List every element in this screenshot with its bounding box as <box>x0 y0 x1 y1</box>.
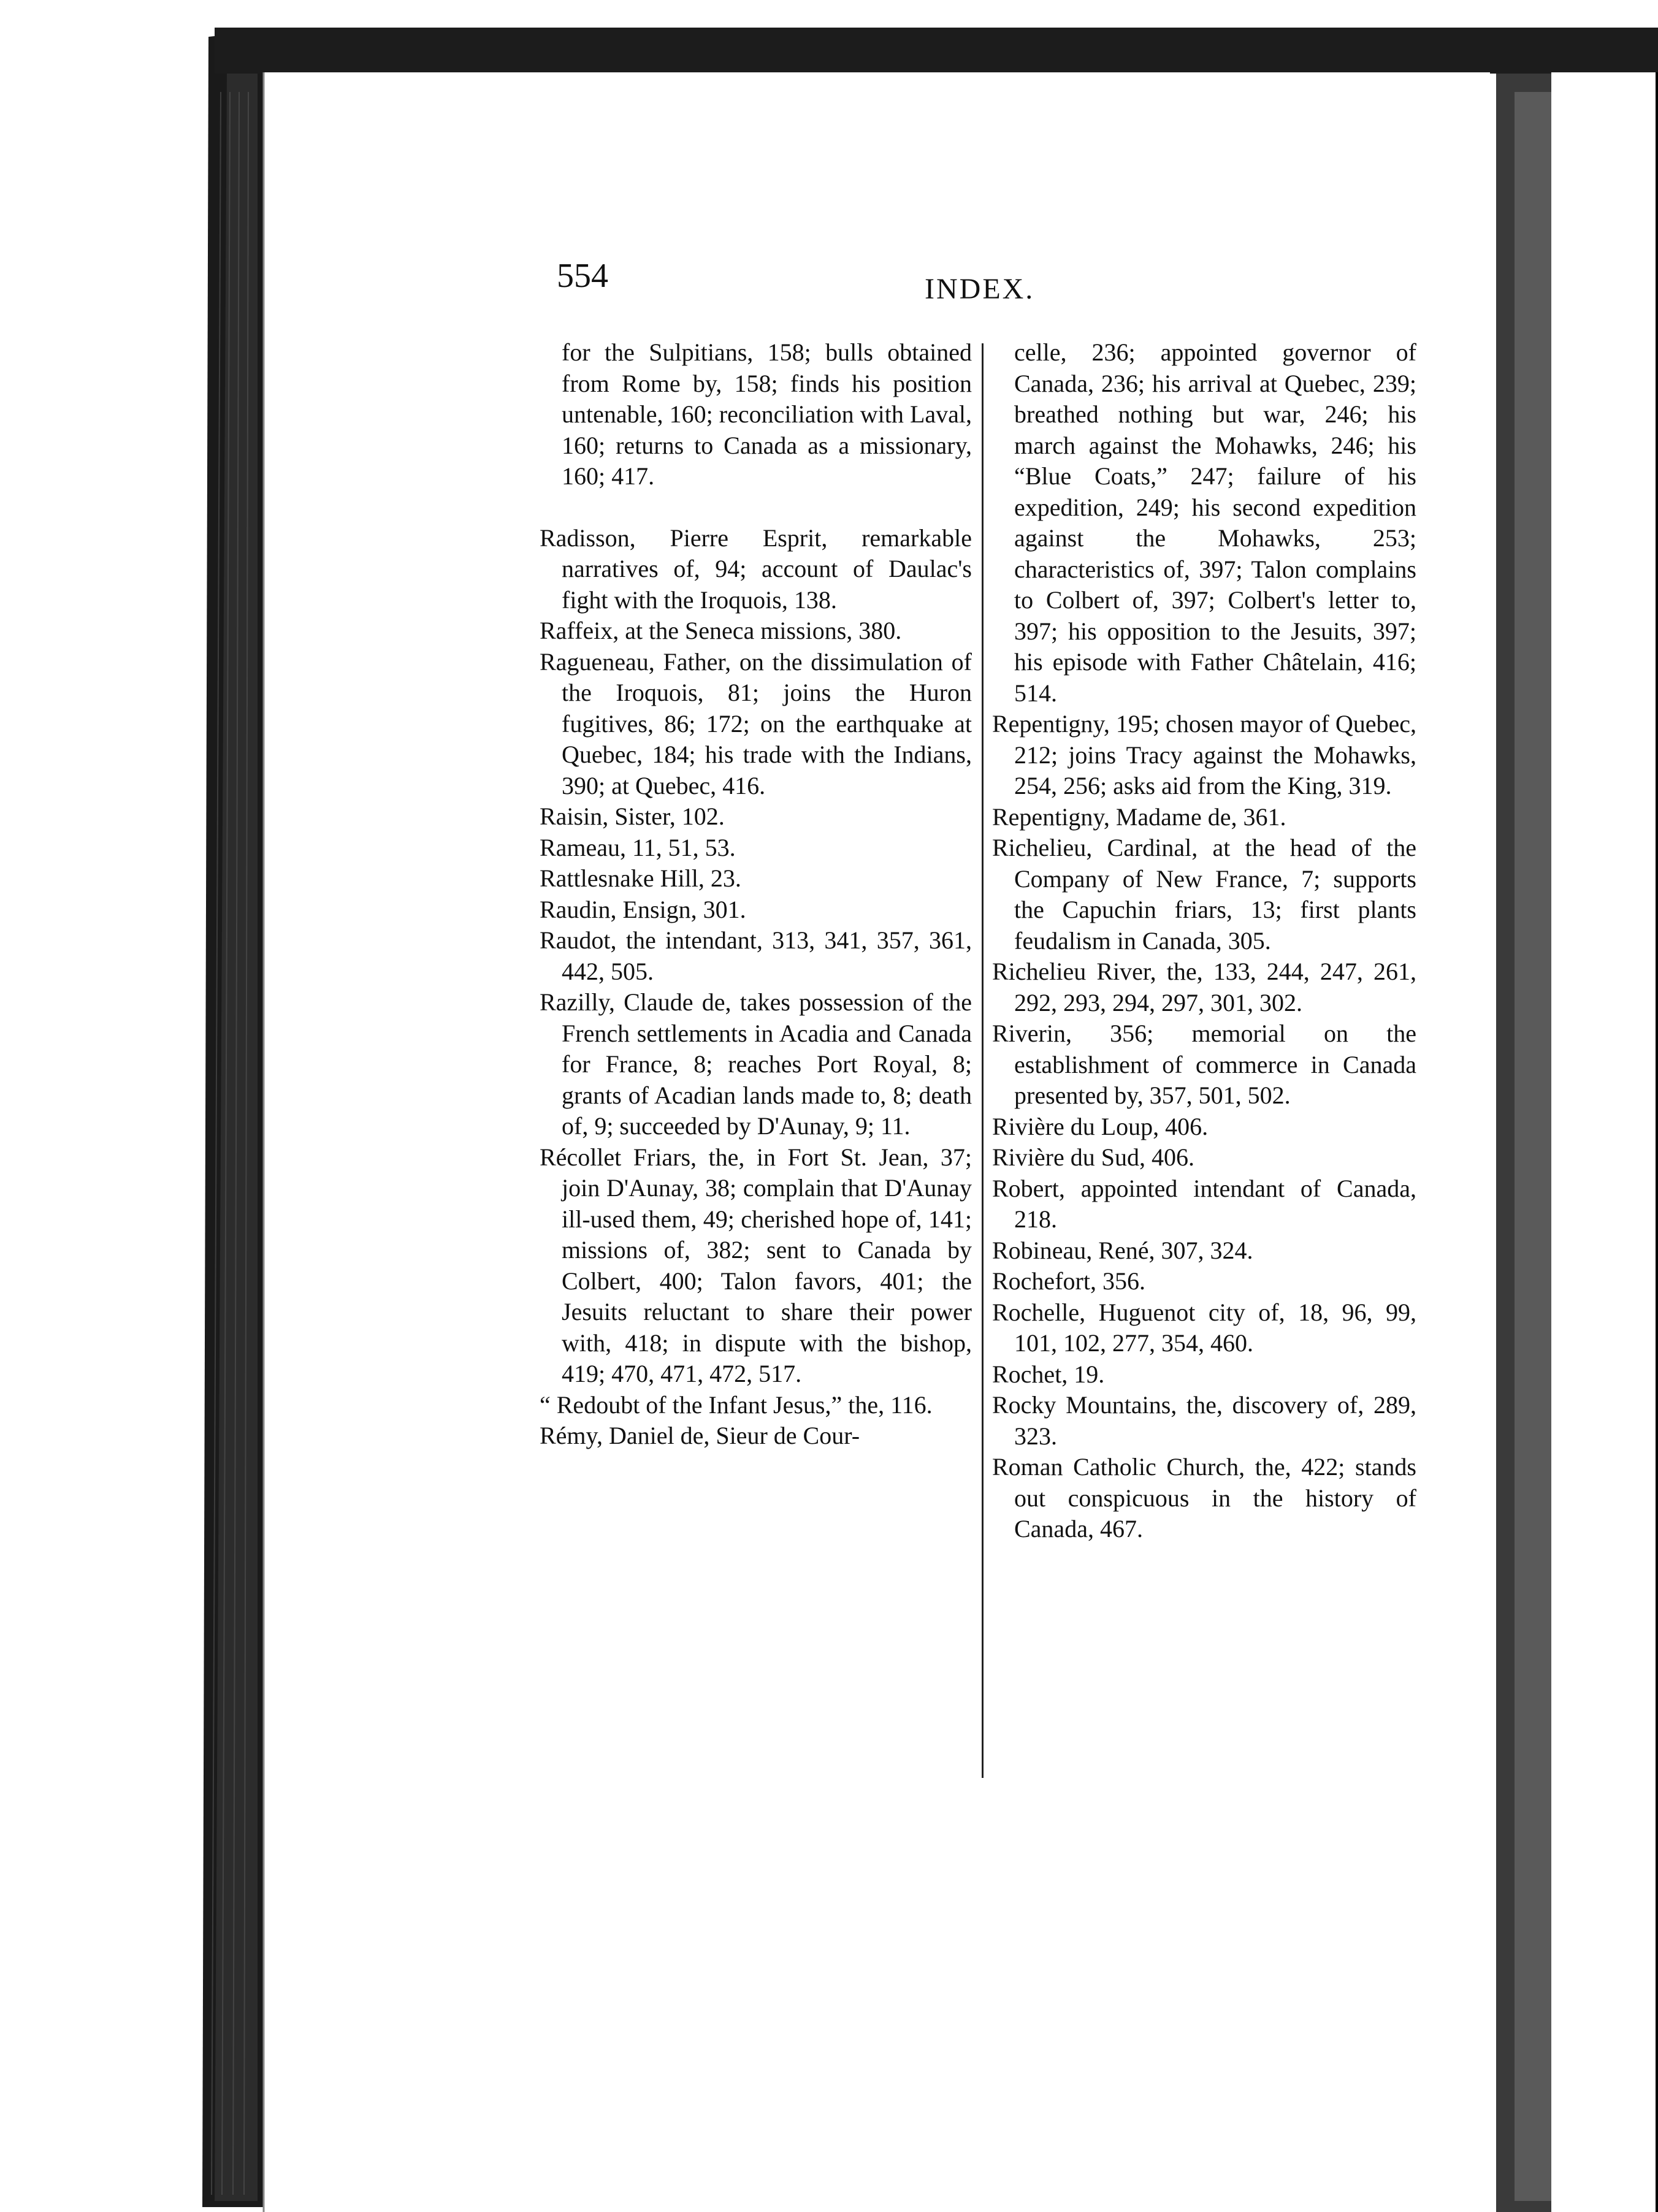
index-entry: Raffeix, at the Seneca missions, 380. <box>540 617 902 644</box>
index-entry: Raudin, Ensign, 301. <box>540 895 746 923</box>
index-entry: Rameau, 11, 51, 53. <box>540 833 736 861</box>
index-entry: celle, 236; appointed governor of Canada, 236; his arrival at Quebec, 239; breathed nothing but war, 246; his march against the Mohawks, 246; his “Blue Coats,” 247; failure of his expedition, 249; his second expedition against the Mohawks, 253; characteristics of, 397; Talon complains to Colbert of, 397; Colbert's letter to, 397; his opposition to the Jesuits, 397; his episode with Father Châtelain, 416; 514. <box>1014 338 1416 707</box>
index-entry: Repentigny, 195; chosen mayor of Quebec, 212; joins Tracy against the Mohawks, 254, 256; asks aid from the King, 319. <box>992 710 1416 799</box>
index-entry: Rochelle, Huguenot city of, 18, 96, 99, 101, 102, 277, 354, 460. <box>992 1298 1416 1357</box>
index-entry: Ragueneau, Father, on the dissimulation of the Iroquois, 81; joins the Huron fugitives, 86; 172; on the earthquake at Quebec, 184; his trade with the Indians, 390; at Quebec, 416. <box>540 647 972 799</box>
index-entry: Robineau, René, 307, 324. <box>992 1236 1253 1264</box>
index-entry: Riverin, 356; memorial on the establishment of commerce in Canada presented by, 357, 501, 502. <box>992 1020 1416 1109</box>
index-entry: Richelieu, Cardinal, at the head of the Company of New France, 7; supports the Capuchin friars, 13; first plants feudalism in Canada, 305. <box>992 834 1416 955</box>
index-entry: Rochet, 19. <box>992 1360 1105 1388</box>
index-entry: Roman Catholic Church, the, 422; stands out conspicuous in the history of Canada, 467. <box>992 1453 1416 1543</box>
page-number: 554 <box>557 257 608 295</box>
index-entry: Rémy, Daniel de, Sieur de Cour- <box>540 1422 860 1449</box>
index-entry: Rivière du Loup, 406. <box>992 1112 1209 1140</box>
index-entry: Rattlesnake Hill, 23. <box>540 864 741 892</box>
index-entry: Récollet Friars, the, in Fort St. Jean, 37; join D'Aunay, 38; complain that D'Aunay ill-used them, 49; cherished hope of, 141; missions of, 382; sent to Canada by Colbert, 400; Talon favors, 401; the Jesuits reluctant to share their power with, 418; in dispute with the bishop, 419; 470, 471, 472, 517. <box>540 1143 972 1387</box>
index-entry: Razilly, Claude de, takes possession of the French settlements in Acadia and Canada for France, 8; reaches Port Royal, 8; grants of Acadian lands made to, 8; death of, 9; succeeded by D'Aunay, 9; 11. <box>540 988 972 1140</box>
index-column-right <box>992 337 1416 1545</box>
index-entry: Repentigny, Madame de, 361. <box>992 803 1286 831</box>
index-entry: Richelieu River, the, 133, 244, 247, 261, 292, 293, 294, 297, 301, 302. <box>992 958 1416 1016</box>
running-title: INDEX. <box>925 273 1035 305</box>
index-entry: for the Sulpitians, 158; bulls obtained from Rome by, 158; finds his position untenable, 160; reconciliation with Laval, 160; returns to Canada as a missionary, 160; 417. <box>562 338 972 490</box>
index-entry: Rochefort, 356. <box>992 1267 1145 1295</box>
index-entry: “ Redoubt of the Infant Jesus,” the, 116. <box>540 1390 933 1419</box>
index-entry: Rivière du Sud, 406. <box>992 1143 1194 1171</box>
index-entry: Radisson, Pierre Esprit, remarkable narratives of, 94; account of Daulac's fight with the Iroquois, 138. <box>540 524 972 614</box>
index-entry: Rocky Mountains, the, discovery of, 289, 323. <box>992 1391 1416 1450</box>
index-entry: Robert, appointed intendant of Canada, 218. <box>992 1174 1416 1233</box>
index-entry: Raisin, Sister, 102. <box>540 803 725 830</box>
index-column-left <box>540 337 972 1452</box>
index-entry: Raudot, the intendant, 313, 341, 357, 361, 442, 505. <box>540 926 972 985</box>
column-rule <box>982 343 984 1778</box>
